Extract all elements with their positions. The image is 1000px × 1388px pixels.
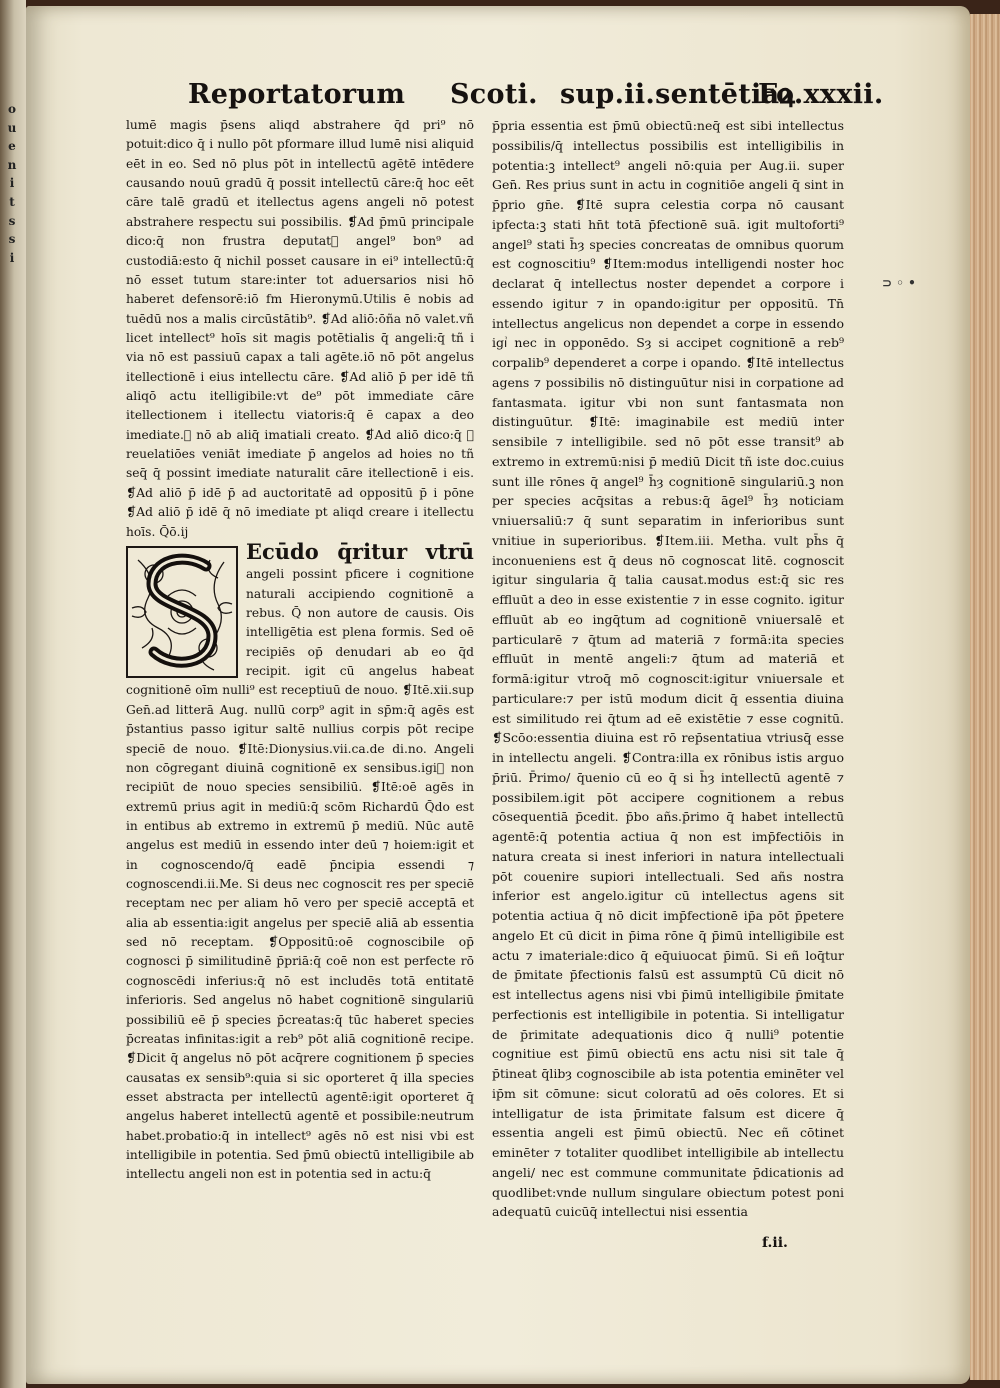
page-stack-edge: [970, 14, 1000, 1380]
header-part-1: Reportatorum: [188, 79, 406, 110]
adjacent-page-edge: [0, 0, 26, 1388]
margin-marks: ⊃ ◦ •: [882, 276, 916, 290]
left-paragraph-1: lumē magis p̄sens aliqd abstrahere q̄d pri⁹ nō potuit:dico q̄ i nullo pōt pformare illud lumē nisi aliquid eēt in eo. Sed nō plus pōt in intellectū agētē intēdere causando nouū gradū q̄ possit intellectū cāre:q̄ hoc eēt cāre talē gradū et itellectus agens angeli nō potest abstrahere respectu sui possibilis. ❡Ad p̄mū principale dico:q̄ non frustra deputatᷣ angel⁹ bon⁹ ad custodiā:esto q̄ nichil posset causare in ei⁹ intellectū:q̄ nō esset tutum stare:inter tot aduersarios nisi hō haberet defensorē:iō fm Hieronymū.Utilis ē nobis ad tuēdū nos a malis circūstātib⁹. ❡Ad aliō:ōña nō valet.vñ licet intellect⁹ hoīs sit magis potētialis q̄ angeli:q̄ tñ i via nō est passiuū capax a tali agēte.iō nō pōt angelus itellectionē i eius intellectu cāre. ❡Ad aliō p̄ per idē tñ aliqō actu itelligibile:vt de⁹ pōt immediate cāre itellectionem i itellectu viatoris:q̄ ē capax a deo imediate.ꝫ nō ab aliq̄ imatiali creato. ❡Ad aliō dico:q̄ ꝫ reuelatiōes veniāt imediate p̄ angelos ad hoies no tñ seq̄ q̄ possint imediate naturalit cāre itellectionē i eis. ❡Ad aliō p̄ idē p̄ ad auctoritatē ad oppositū p̄ i pōne ❡Ad aliō p̄ idē q̄ nō imediate pt aliqd creare i itellectu hoīs. Q̄ō.ij: [126, 118, 474, 539]
header-folio: Fo.xxxii.: [758, 79, 884, 110]
decorated-initial-s-icon: [126, 546, 238, 678]
left-column: [126, 116, 474, 1185]
right-column: [492, 116, 844, 1222]
right-paragraph-1: p̄pria essentia est p̄mū obiectū:neq̄ est sibi intellectus possibilis/q̄ intellectus possibilis est intelligibilis in potentia:ꝫ intellect⁹ angeli nō:quia per Aug.ii. super Gen̄. Res prius sunt in actu in cognitiōe angeli q̄ sint in p̄prio gn̄e. ❡Itē supra celestia corpa nō causant ipfecta:ꝫ stati hn̄t totā p̄fectionē suā. igit multoforti⁹ angel⁹ stati h̄ȝ species concreatas de omnibus quorum est cognoscitiu⁹ ❡Item:modus intelligendi noster hoc declarat q̄ intellectus noster dependet a corpore i essendo igitur ⁊ in opando:igitur per oppositū. Tn̄ intellectus angelicus non dependet a corpe in essendo igiᷣ nec in opponēdo. Sȝ si accipet cognitionē a reb⁹ corpalib⁹ dependeret a corpe i opando. ❡Itē intellectus agens ⁊ possibilis nō distinguūtur nisi in corpatione ad fantasmata. igitur vbi non sunt fantasmata non distinguūtur. ❡Itē: imaginabile est mediū inter sensibile ⁊ intelligibile. sed nō pōt esse transit⁹ ab extremo in extremū:nisi p̄ mediū Dicit tñ iste doc.cuius sunt ille rōnes q̄ angel⁹ h̄ȝ cognitionē singulariū.ꝫ non per species acq̄sitas a rebus:q̄ āgel⁹ h̄ȝ noticiam vniuersaliū:⁊ q̄ sunt separatim in inferioribus sunt vnitiue in superioribus. ❡Item.iii. Metha. vult ph̄s q̄ inconueniens est q̄ deus nō cognoscat litē. cognoscit igitur singularia q̄ talia causat.modus est:q̄ sic res effluūt a deo in esse existentie ⁊ in esse cognito. igitur effluūt ab eo ingq̄tum ad cognitionē vniuersalē et particularē ⁊ q̄tum ad materiā ⁊ formā:ita species effluūt in mentē angeli:⁊ q̄tum ad materiā et formā:igitur vtroq̄ mō cognoscit:igitur vniuersale et particulare:⁊ per istū modum dicit q̄ essentia diuina est similitudo rei q̄tum ad eē existētie ⁊ esse cognitū. ❡Scōo:essentia diuina est rō rep̄sentatiua vtriusq̄ esse in intellectu angeli. ❡Contra:illa ex rōnibus istis arguo p̄riū. P̄rimo/ q̄uenio cū eo q̄ si h̄ȝ intellectū agentē ⁊ possibilem.igit pōt accipere cognitionem a rebus cōsequentiā p̄cedit. p̄bo añs.p̄rimo q̄ habet intellectū agentē:q̄ potentia actiua q̄ non est imp̄fectiōis in natura creata si inest inferiori in natura intellectuali pōt couenire supiori intellectuali. Sed añs nostra inferior est angelo.igitur cū intellectus agens sit potentia actiua q̄ nō dicit imp̄fectionē ip̄a pōt p̄petere angelo Et cū dicit in p̄ima rōne q̄ p̄imū intelligibile est actu ⁊ imateriale:dico q̄ eq̄uiuocat p̄imū. Si eñ loq̄tur de p̄mitate p̄fectionis falsū est assumptū Cū dicit nō est intellectus agens nisi vbi p̄imū intelligibile p̄mitate perfectionis est intelligibile in potentia. Si intelligatur de p̄rimitate adequationis dico q̄ nulli⁹ potentie cognitiue est p̄imū obiectū ens actu nisi sit tale q̄ p̄tineat q̄libȝ cognoscibile ab ista potentia eminēter vel ip̄m sit cōmune: sicut coloratū ad oēs colores. Et si intelligatur de ista p̄rimitate falsum est dicere q̄ essentia angeli est p̄imū obiectū. Nec eñ cōtinet eminēter ⁊ totaliter quodlibet intelligibile ab intellectu angeli/ nec est commune communitate p̄dicationis ad quodlibet:vnde nullum singulare obiectum potest poni adequatū cuicūq̄ intellectui nisi essentia: [492, 118, 844, 1220]
question-block: [126, 542, 474, 1185]
running-header: [188, 75, 884, 115]
left-margin-glyphs: o u e n i t s s i: [7, 102, 17, 265]
header-part-3: sup.ii.sentētiaꝝ: [560, 79, 796, 110]
signature-mark: f.ii.: [762, 1235, 788, 1251]
header-part-2: Scoti.: [450, 79, 538, 110]
question-lead: Ecūdo q̄ritur vtrū: [246, 541, 474, 564]
left-paragraph-2: angeli possint pficere i cognitione naturali accipiendo cognitionē a rebus. Q̄ non autore de causis. Ois intelligētia est plena formis. Sed oē recipiēs op̄ denudari ab eo q̄d recipit. igit cū angelus habeat cognitionē oīm nulli⁹ est receptiuū de nouo. ❡Itē.xii.sup Gen̄.ad litterā Aug. nullū corp⁹ agit in sp̄m:q̄ agēs est p̄stantius passo igitur saltē nullius corpis pōt recipe speciē de nouo. ❡Itē:Dionysius.vii.ca.de di.no. Angeli non cōgregant diuinā cognitionē ex sensibus.igiᷣ non recipiūt de nouo species sensibiliū. ❡Itē:oē agēs in extremū prius agit in mediū:q̄ scōm Richardū Q̄do est in entibus ab extremo in extremū p̄ mediū. Nūc autē angelus est mediū in essendo inter deū ⁊ hoiem:igit et in cognoscendo/q̄ eadē p̄ncipia essendi ⁊ cognoscendi.ii.Me. Si deus nec cognoscit res per speciē receptam nec per aliam hō vero per speciē acceptā et alia ab essentia:igit angelus per speciē aliā ab essentia sed nō receptam. ❡Oppositū:oē cognoscibile op̄ cognosci p̄ similitudinē p̄priā:q̄ coē non est perfecte rō cognoscēdi inferius:q̄ nō est includēs totā entitatē inferioris. Sed angelus nō habet cognitionē singulariū possibiliū eē p̄ species p̄creatas:q̄ tūc haberet species p̄creatas infinitas:igit a reb⁹ pōt aliā cognitionē recipe. ❡Dicit q̄ angelus nō pōt acq̄rere cognitionem p̄ species causatas ex sensib⁹:quia si sic oporteret q̄ illa species esset abstracta per intellectū agentē:igit oporteret q̄ angelus haberet intellectū agentē et possibile:neutrum habet.probatio:q̄ in intellect⁹ agēs nō est nisi vbi est intelligibile in potentia. Sed p̄mū obiectū intelligibile ab intellectu angeli non est in potentia sed in actu:q̄: [126, 567, 474, 1182]
